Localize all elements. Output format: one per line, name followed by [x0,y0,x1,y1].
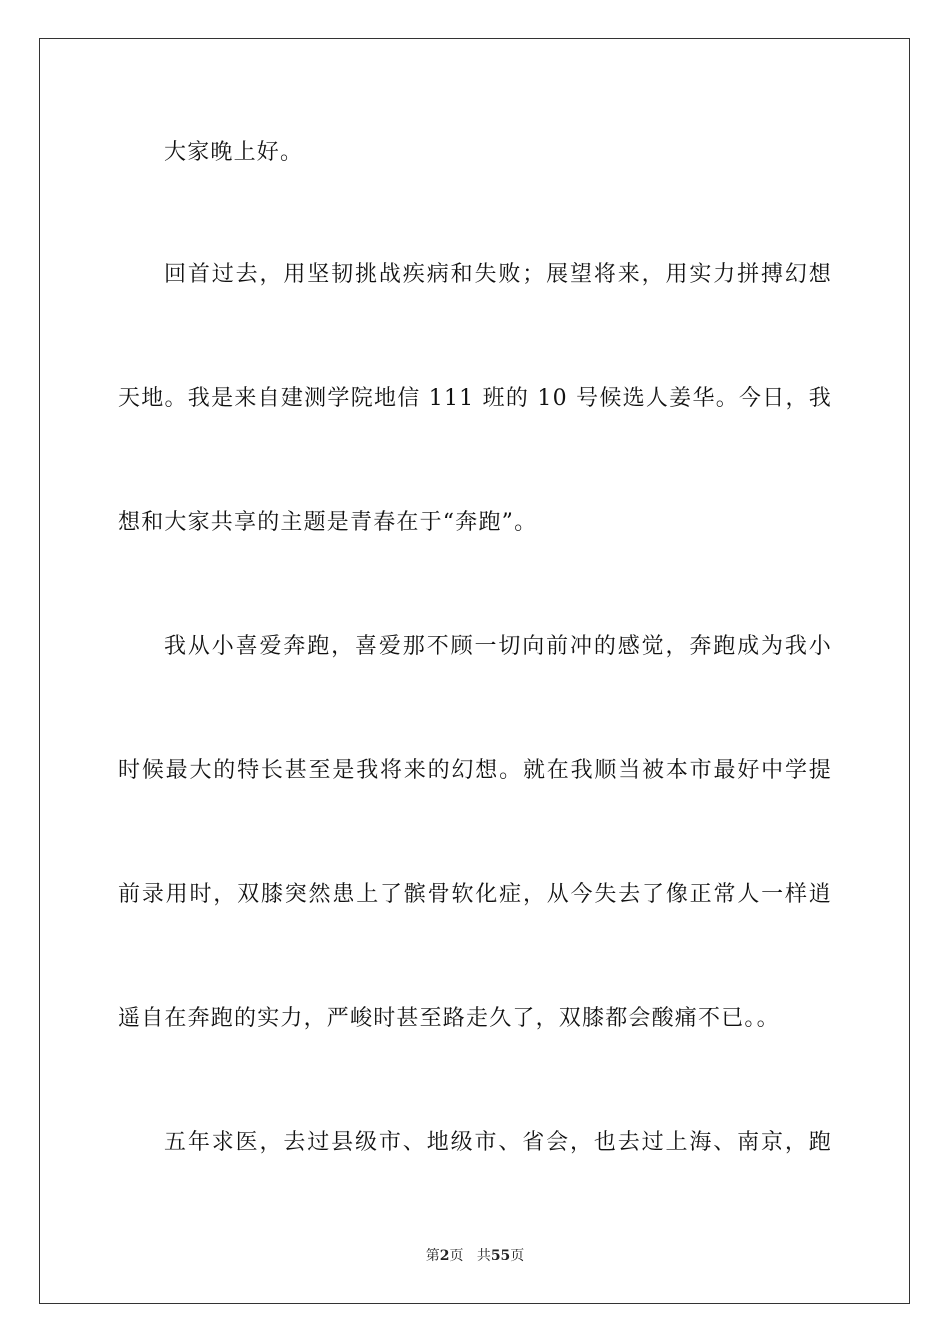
text-line-2: 回首过去，用坚韧挑战疾病和失败；展望将来，用实力拼搏幻想 [164,262,832,287]
page-footer [0,1247,950,1265]
footer-page-number: 2 [439,1248,450,1264]
page-frame [39,38,910,1304]
footer-total-pages: 55 [490,1248,511,1264]
text-line-4: 想和大家共享的主题是青春在于“奔跑”。 [118,510,538,535]
text-line-3: 天地。我是来自建测学院地信 111 班的 10 号候选人姜华。今日，我 [118,386,832,411]
text-line-6: 时候最大的特长甚至是我将来的幻想。就在我顺当被本市最好中学提 [118,758,832,783]
text-line-1: 大家晚上好。 [164,140,304,165]
footer-total-suffix: 页 [510,1248,525,1264]
footer-page-suffix: 页 [449,1248,464,1264]
text-line-9: 五年求医，去过县级市、地级市、省会，也去过上海、南京，跑 [164,1130,832,1155]
text-line-7: 前录用时，双膝突然患上了髌骨软化症，从今失去了像正常人一样逍 [118,882,832,907]
text-line-8: 遥自在奔跑的实力，严峻时甚至路走久了，双膝都会酸痛不已。。 [118,1006,780,1031]
text-line-5: 我从小喜爱奔跑，喜爱那不顾一切向前冲的感觉，奔跑成为我小 [164,634,832,659]
footer-page-prefix: 第 [425,1248,440,1264]
footer-total-prefix: 共 [476,1248,491,1264]
